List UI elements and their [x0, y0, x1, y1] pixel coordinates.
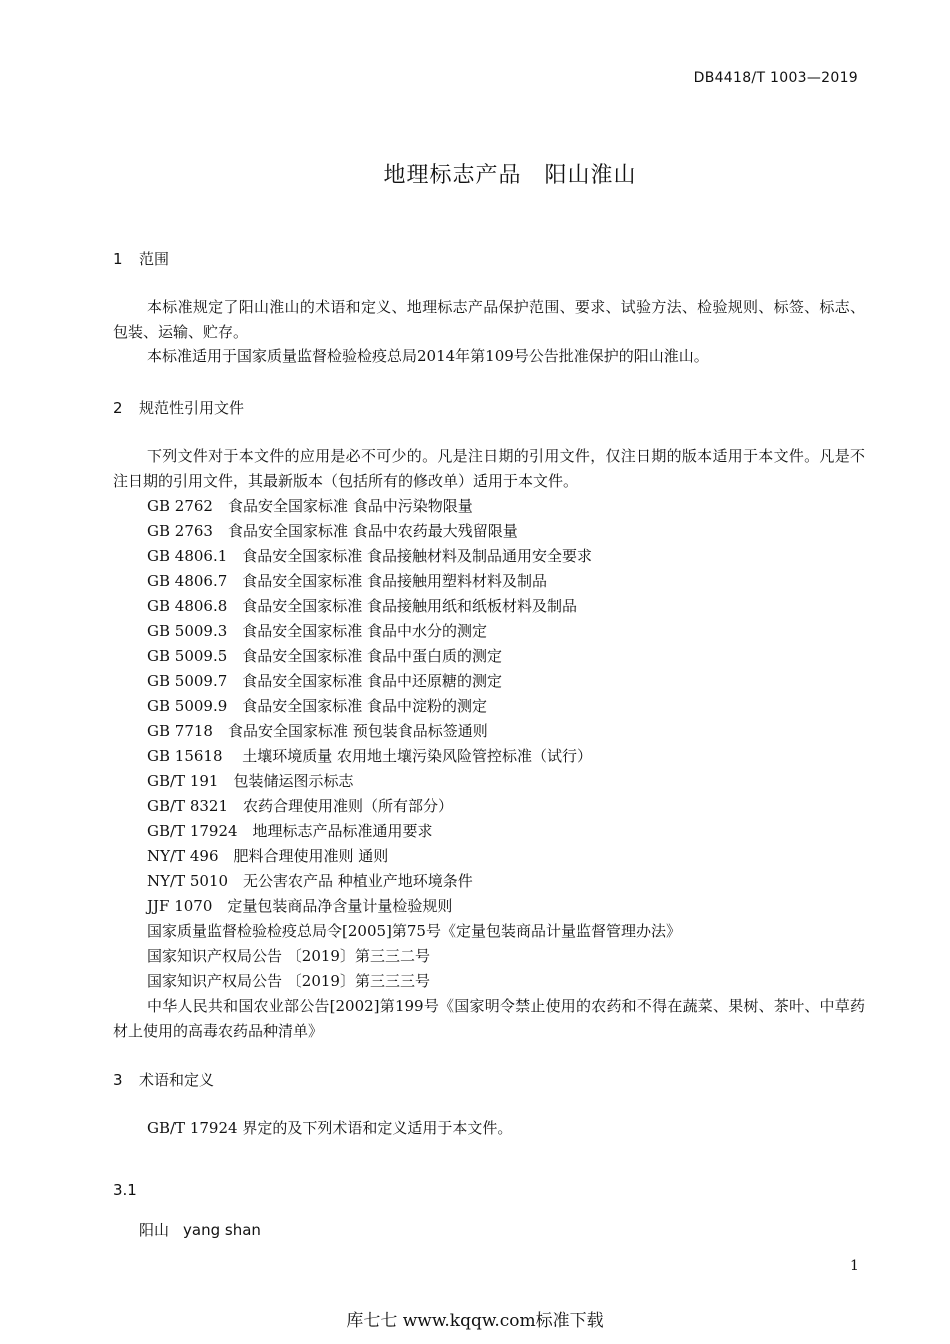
footer-watermark: 库七七 www.kqqw.com标准下载: [346, 1311, 604, 1331]
references-intro: 下列文件对于本文件的应用是必不可少的。凡是注日期的引用文件，仅注日期的版本适用于本文件。凡是不注日期的引用文件，其最新版本（包括所有的修改单）适用于本文件。: [113, 447, 865, 490]
reference-item: GB 4806.1 食品安全国家标准 食品接触材料及制品通用安全要求: [147, 547, 593, 565]
references-closing: 中华人民共和国农业部公告[2002]第199号《国家明令禁止使用的农药和不得在蔬菜、果树、茶叶、中草药材上使用的高毒农药品种清单》: [113, 997, 865, 1040]
reference-item: GB/T 8321 农药合理使用准则（所有部分）: [147, 797, 454, 815]
reference-item: GB/T 17924 地理标志产品标准通用要求: [147, 822, 433, 840]
scope-paragraph-2: 本标准适用于国家质量监督检验检疫总局2014年第109号公告批准保护的阳山淮山。: [147, 347, 709, 365]
reference-item: GB/T 191 包装储运图示标志: [147, 772, 354, 790]
section-title: 范围: [139, 250, 170, 268]
terms-intro: GB/T 17924 界定的及下列术语和定义适用于本文件。: [147, 1119, 513, 1137]
reference-item: 国家质量监督检验检疫总局令[2005]第75号《定量包装商品计量监督管理办法》: [147, 922, 681, 940]
reference-item: 国家知识产权局公告 〔2019〕第三三二号: [147, 947, 430, 965]
section-2-heading: [113, 397, 244, 418]
reference-item: GB 4806.8 食品安全国家标准 食品接触用纸和纸板材料及制品: [147, 597, 578, 615]
document-title: 地理标志产品 阳山淮山: [383, 163, 637, 188]
reference-item: JJF 1070 定量包装商品净含量计量检验规则: [147, 897, 453, 915]
standard-id: DB4418/T 1003—2019: [693, 70, 858, 86]
section-3-heading: [113, 1069, 214, 1090]
section-title: 术语和定义: [139, 1071, 215, 1089]
reference-item: GB 5009.5 食品安全国家标准 食品中蛋白质的测定: [147, 647, 503, 665]
section-number: 1: [113, 250, 123, 268]
reference-item: NY/T 496 肥料合理使用准则 通则: [147, 847, 389, 865]
section-1-heading: [113, 248, 169, 269]
term-chinese: 阳山: [139, 1221, 170, 1239]
page-number: 1: [850, 1258, 859, 1274]
clause-number: 3.1: [113, 1181, 137, 1199]
section-title: 规范性引用文件: [139, 399, 245, 417]
reference-item: GB 5009.9 食品安全国家标准 食品中淀粉的测定: [147, 697, 488, 715]
reference-item: GB 4806.7 食品安全国家标准 食品接触用塑料材料及制品: [147, 572, 548, 590]
reference-item: GB 5009.7 食品安全国家标准 食品中还原糖的测定: [147, 672, 503, 690]
section-number: 2: [113, 399, 123, 417]
section-number: 3: [113, 1071, 123, 1089]
term-english: yang shan: [183, 1221, 261, 1239]
scope-paragraph-1: 本标准规定了阳山淮山的术语和定义、地理标志产品保护范围、要求、试验方法、检验规则、标签、标志、包装、运输、贮存。: [113, 298, 865, 341]
reference-item: GB 15618 土壤环境质量 农用地土壤污染风险管控标准（试行）: [147, 747, 593, 765]
reference-item: GB 7718 食品安全国家标准 预包装食品标签通则: [147, 722, 488, 740]
reference-item: NY/T 5010 无公害农产品 种植业产地环境条件: [147, 872, 473, 890]
reference-item: GB 2762 食品安全国家标准 食品中污染物限量: [147, 497, 473, 515]
reference-item: GB 5009.3 食品安全国家标准 食品中水分的测定: [147, 622, 488, 640]
reference-item: 国家知识产权局公告 〔2019〕第三三三号: [147, 972, 430, 990]
term-entry: [139, 1219, 261, 1240]
reference-item: GB 2763 食品安全国家标准 食品中农药最大残留限量: [147, 522, 518, 540]
